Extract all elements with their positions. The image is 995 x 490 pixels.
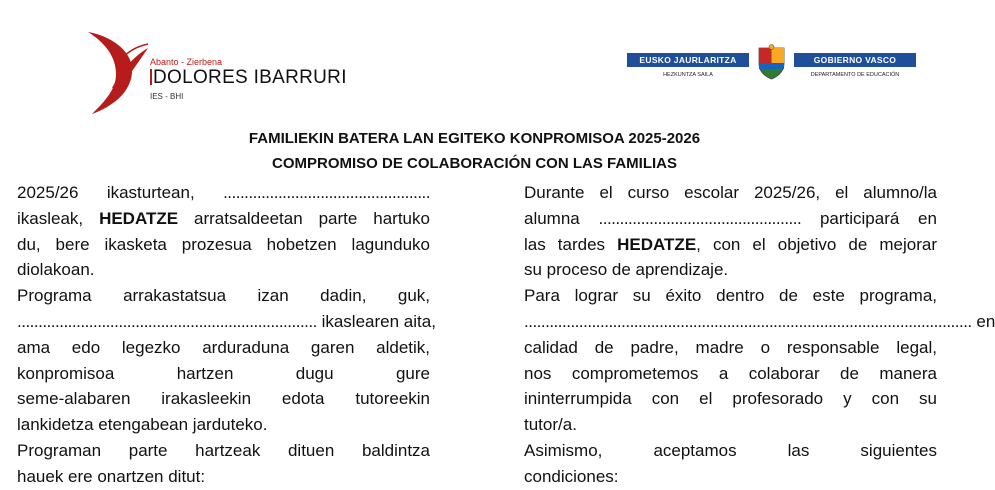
text-line: .......................................................................................................... en [524,311,995,331]
text-line: konpromisoa hartzen dugu gure [17,363,430,383]
text-line: calidad de padre, madre o responsable legal, [524,337,937,357]
government-logo [627,44,919,86]
text-line: ....................................................................... ikaslearen aita, [17,311,436,331]
program-name: HEDATZE [99,208,179,228]
text-line: lankidetza etengabean jarduteko. [17,415,268,435]
basque-text-column [17,180,436,490]
student-name-blank: ................................................ [598,208,802,228]
text-line: alumna ................................................ participará en [524,208,937,228]
text-line: Durante el curso escolar 2025/26, el alumno/la [524,183,937,202]
spanish-text-column [524,180,995,490]
text-line: tutor/a. [524,415,577,435]
text-line: diolakoan. [17,260,95,280]
text-line: nos comprometemos a colaborar de manera [524,363,937,383]
name-accent-bar [150,69,152,85]
parent-name-blank: ....................................................................... [17,311,317,331]
gov-dept-spanish: DEPARTAMENTO DE EDUCACIÓN [810,72,900,78]
school-town: Abanto - Zierbena [150,57,223,67]
text-line: las tardes HEDATZE, con el objetivo de mejorar [524,234,938,254]
document-title-basque: FAMILIEKIN BATERA LAN EGITEKO KONPROMISOA 2025-2026 [248,130,701,147]
text-line: Asimismo, aceptamos las siguientes [524,440,937,460]
gov-dept-basque: HEZKUNTZA SAILA [663,72,713,78]
school-logo [82,28,352,118]
text-line: su proceso de aprendizaje. [524,260,729,280]
text-line: seme-alabaren irakasleekin edota tutoreekin [17,389,430,409]
text-line: Programa arrakastatsua izan dadin, guk, [17,286,430,306]
school-subtitle: IES - BHI [150,92,184,101]
coat-of-arms-icon [755,44,788,80]
text-line: hauek ere onartzen ditut: [17,466,206,486]
text-line: du, bere ikasketa prozesua hobetzen lagunduko [17,234,430,254]
student-name-blank: ................................................. [223,183,430,202]
document-title-spanish: COMPROMISO DE COLABORACIÓN CON LAS FAMILIAS [272,155,677,172]
parent-name-blank: .......................................................................................................... [524,311,972,331]
school-name: DOLORES IBARRURI [150,67,347,89]
text-line: Para lograr su éxito dentro de este programa, [524,286,937,306]
school-logo-emblem-icon [82,28,154,118]
text-line: condiciones: [524,466,619,486]
program-name: HEDATZE [617,234,697,254]
text-line: ikasleak, HEDATZE arratsaldeetan parte hartuko [17,208,430,228]
gov-band-spanish: GOBIERNO VASCO [794,53,916,67]
gov-band-basque: EUSKO JAURLARITZA [627,53,749,67]
text-line: Programan parte hartzeak dituen baldintza [17,440,430,460]
text-line: ininterrumpida con el profesorado y con su [524,389,937,409]
text-line: ama edo legezko arduraduna garen aldetik, [17,337,430,357]
text-line: 2025/26 ikasturtean, ................................................. [17,183,430,202]
